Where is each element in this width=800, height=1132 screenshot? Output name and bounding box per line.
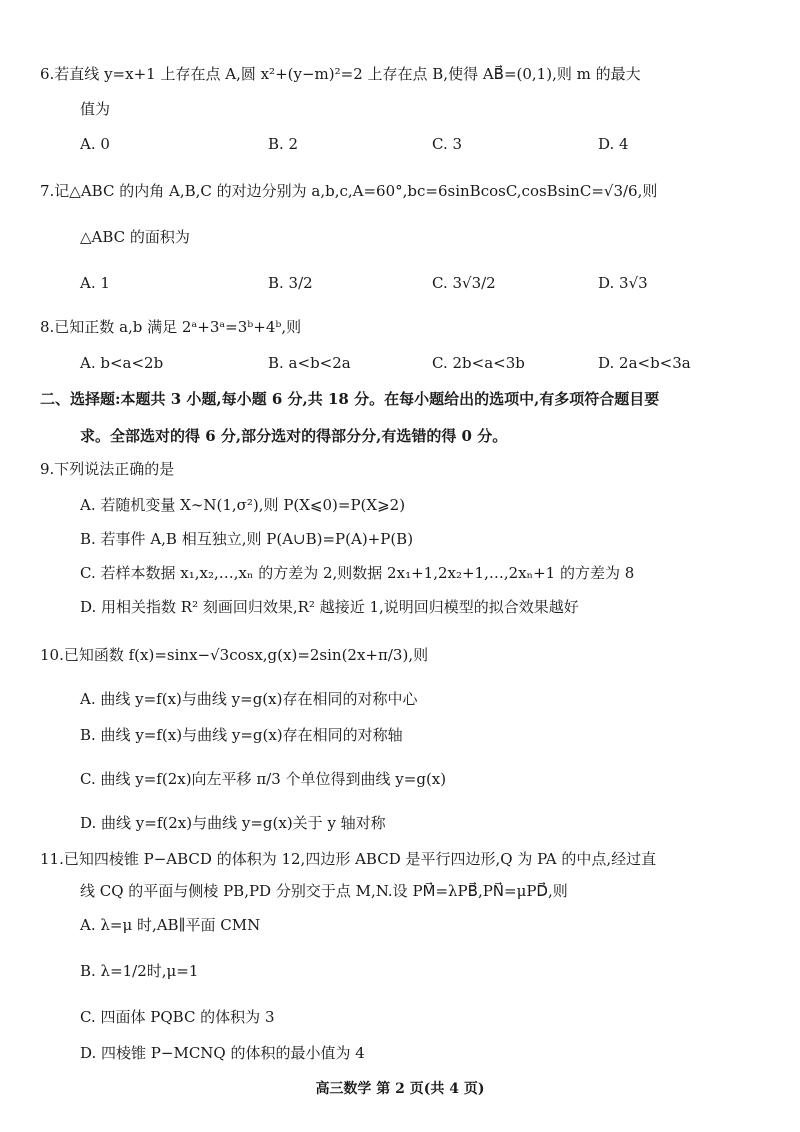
q6-option-b: B. 2: [268, 135, 299, 153]
q9-option-b: B. 若事件 A,B 相互独立,则 P(A∪B)=P(A)+P(B): [80, 530, 414, 548]
q6-stem-line2: 值为: [80, 100, 111, 118]
q7-option-d: D. 3√3: [598, 274, 648, 292]
q11-stem-line1: 11.已知四棱锥 P−ABCD 的体积为 12,四边形 ABCD 是平行四边形,Q 为 PA 的中点,经过直: [40, 850, 657, 868]
q9-option-a: A. 若随机变量 X∼N(1,σ²),则 P(X⩽0)=P(X⩾2): [80, 496, 406, 514]
q11-option-c: C. 四面体 PQBC 的体积为 3: [80, 1008, 275, 1026]
q8-option-b: B. a<b<2a: [268, 354, 351, 372]
section2-heading-line1: 二、选择题:本题共 3 小题,每小题 6 分,共 18 分。在每小题给出的选项中,有多项符合题目要: [40, 390, 660, 408]
q11-stem-line2: 线 CQ 的平面与侧棱 PB,PD 分别交于点 M,N.设 PM⃗=λPB⃗,PN⃗=μPD⃗,则: [80, 882, 568, 900]
q7-option-a: A. 1: [80, 274, 110, 292]
q8-option-a: A. b<a<2b: [80, 354, 164, 372]
q8-stem: 8.已知正数 a,b 满足 2ᵃ+3ᵃ=3ᵇ+4ᵇ,则: [40, 318, 302, 336]
q9-option-d: D. 用相关指数 R² 刻画回归效果,R² 越接近 1,说明回归模型的拟合效果越好: [80, 598, 579, 616]
q11-option-d: D. 四棱锥 P−MCNQ 的体积的最小值为 4: [80, 1044, 365, 1062]
page-footer: 高三数学 第 2 页(共 4 页): [315, 1081, 485, 1097]
q9-option-c: C. 若样本数据 x₁,x₂,…,xₙ 的方差为 2,则数据 2x₁+1,2x₂+1,…,2xₙ+1 的方差为 8: [80, 564, 635, 582]
q11-option-a: A. λ=μ 时,AB∥平面 CMN: [80, 916, 261, 934]
q6-option-d: D. 4: [598, 135, 629, 153]
q7-option-c: C. 3√3/2: [432, 274, 496, 292]
q6-option-a: A. 0: [80, 135, 110, 153]
q10-option-a: A. 曲线 y=f(x)与曲线 y=g(x)存在相同的对称中心: [80, 690, 418, 708]
section2-heading-line2: 求。全部选对的得 6 分,部分选对的得部分分,有选错的得 0 分。: [80, 427, 508, 445]
q10-option-b: B. 曲线 y=f(x)与曲线 y=g(x)存在相同的对称轴: [80, 726, 403, 744]
q10-option-c: C. 曲线 y=f(2x)向左平移 π/3 个单位得到曲线 y=g(x): [80, 770, 447, 788]
q8-option-d: D. 2a<b<3a: [598, 354, 691, 372]
q11-option-b: B. λ=1/2时,μ=1: [80, 962, 199, 980]
q10-stem: 10.已知函数 f(x)=sinx−√3cosx,g(x)=2sin(2x+π/3),则: [40, 646, 429, 664]
q6-stem-line1: 6.若直线 y=x+1 上存在点 A,圆 x²+(y−m)²=2 上存在点 B,使得 AB⃗=(0,1),则 m 的最大: [40, 65, 641, 83]
q6-option-c: C. 3: [432, 135, 463, 153]
q10-option-d: D. 曲线 y=f(2x)与曲线 y=g(x)关于 y 轴对称: [80, 814, 386, 832]
q7-stem-line1: 7.记△ABC 的内角 A,B,C 的对边分别为 a,b,c,A=60°,bc=6sinBcosC,cosBsinC=√3/6,则: [40, 182, 658, 200]
q7-option-b: B. 3/2: [268, 274, 313, 292]
q7-stem-line2: △ABC 的面积为: [80, 228, 190, 246]
q9-stem: 9.下列说法正确的是: [40, 460, 175, 478]
q8-option-c: C. 2b<a<3b: [432, 354, 525, 372]
